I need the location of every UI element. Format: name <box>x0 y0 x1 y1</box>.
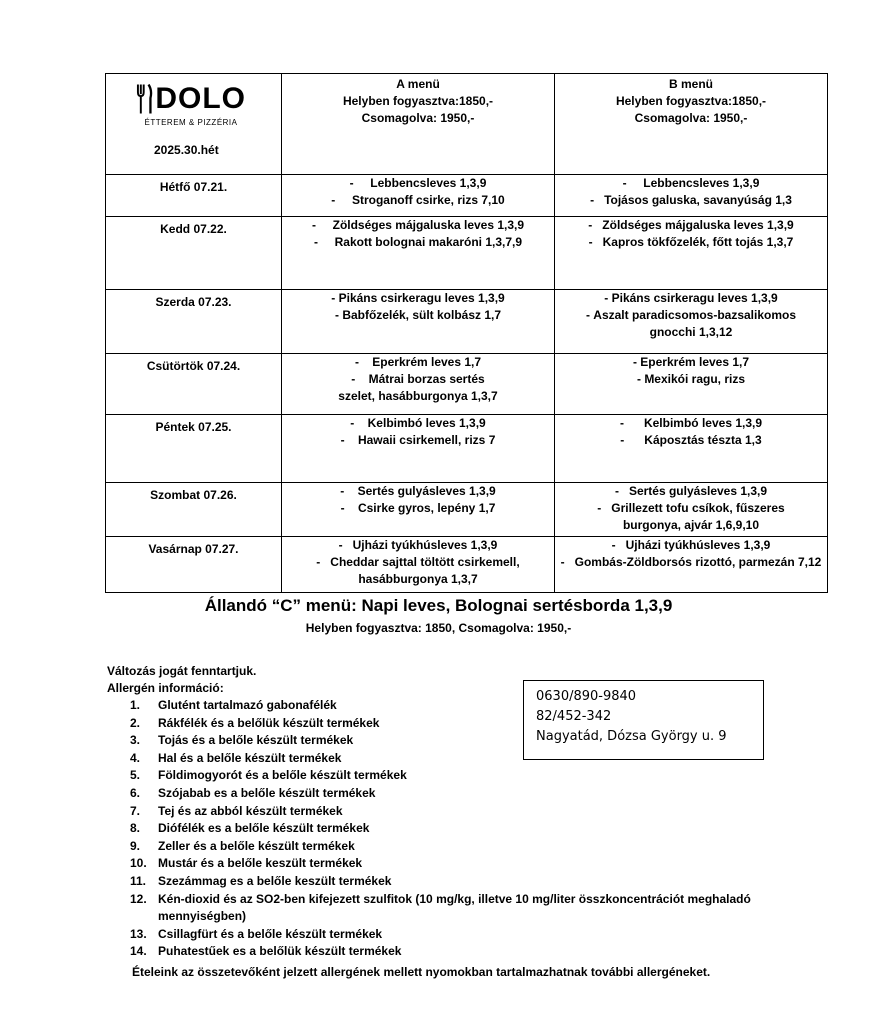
dash: - <box>619 416 644 430</box>
menu-a-cell <box>282 537 555 593</box>
menu-a-title: A menü <box>396 77 440 91</box>
dish-text: Lebbencsleves 1,3,9 <box>643 176 760 190</box>
menu-a-cell <box>282 354 555 415</box>
allergen-number: 8. <box>130 821 141 836</box>
menu-item <box>573 500 809 534</box>
menu-b-cell <box>555 290 828 354</box>
dash: - <box>597 501 612 515</box>
menu-item <box>555 371 827 388</box>
contact-address: Nagyatád, Dózsa György u. 9 <box>536 729 727 744</box>
dash: - <box>585 308 594 322</box>
list-item <box>130 873 770 891</box>
menu-item <box>555 554 827 571</box>
allergen-text: Tej és az abból készült termékek <box>158 803 343 818</box>
dish-text: Csirke gyros, lepény 1,7 <box>357 501 496 515</box>
allergen-number: 12. <box>130 891 147 906</box>
dish-text: Rakott bolognai makaróni 1,3,7,9 <box>334 235 523 249</box>
dash: - <box>313 235 335 249</box>
dish-text: Tojásos galuska, savanyúság 1,3 <box>604 193 792 207</box>
day-row <box>106 483 828 537</box>
menu-item <box>282 500 554 517</box>
allergen-text: Glutént tartalmazó gabonafélék <box>158 698 337 712</box>
day-row <box>106 537 828 593</box>
dash: - <box>350 416 368 430</box>
allergen-text: Szezámmag es a belőle keszült termékek <box>158 873 392 888</box>
allergen-number: 4. <box>130 750 141 765</box>
menu-item <box>282 483 554 500</box>
menu-item <box>555 354 827 371</box>
menu-item <box>282 290 554 307</box>
list-item <box>130 767 770 785</box>
dash: - <box>620 433 645 447</box>
dash: - <box>316 555 331 569</box>
menu-item <box>555 432 827 449</box>
weekly-menu-table <box>105 73 828 593</box>
menu-item <box>282 432 554 449</box>
dish-text: Stroganoff csirke, rizs 7,10 <box>351 193 505 207</box>
menu-item <box>298 554 538 588</box>
dash: - <box>604 291 612 305</box>
notes-block <box>107 663 256 697</box>
menu-item <box>298 537 538 554</box>
dish-text: Zöldséges májgaluska leves 1,3,9 <box>332 218 525 232</box>
allergen-text: Zeller és a belőle készült termékek <box>158 838 355 853</box>
dish-text: Kelbimbó leves 1,3,9 <box>367 416 486 430</box>
constant-menu-prices: Helyben fogyasztva: 1850, Csomagolva: 1950,- <box>305 621 572 635</box>
day-row <box>106 415 828 483</box>
menu-item <box>575 307 807 341</box>
day-label: Szombat 07.26. <box>106 483 282 537</box>
allergen-footer-note: Ételeink az összetevőként jelzett allergének mellett nyomokban tartalmazhatnak további allergéneket. <box>132 965 711 979</box>
allergen-number: 10. <box>130 856 147 871</box>
allergen-text: Hal és a belőle készült termékek <box>158 750 342 765</box>
dish-text: Aszalt paradicsomos-bazsalikomos gnocchi 1,3,12 <box>593 308 797 339</box>
allergen-text: Csillagfürt és a belőle készült termékek <box>158 926 383 941</box>
day-row <box>106 217 828 290</box>
dish-text: Babfőzelék, sült kolbász 1,7 <box>342 308 502 322</box>
dish-text: Mátrai borzas sertés szelet, hasábburgonya 1,3,7 <box>338 372 498 403</box>
list-item <box>130 838 770 856</box>
menu-a-cell <box>282 290 555 354</box>
dish-text: Kelbimbó leves 1,3,9 <box>643 416 763 430</box>
dish-text: Gombás-Zöldborsós rizottó, parmezán 7,12 <box>574 555 822 569</box>
change-notice: Változás jogát fenntartjuk. <box>107 664 257 678</box>
menu-a-cell <box>282 415 555 483</box>
constant-menu-title: Állandó “C” menü: Napi leves, Bolognai sertésborda 1,3,9 <box>204 596 673 615</box>
menu-item <box>581 234 801 251</box>
menu-item <box>573 483 809 500</box>
dash: - <box>611 538 626 552</box>
menu-item <box>282 192 554 209</box>
menu-a-cell <box>282 483 555 537</box>
dash: - <box>340 433 358 447</box>
dolo-logo <box>136 82 246 131</box>
menu-b-header <box>555 74 828 175</box>
dish-text: Sertés gulyásleves 1,3,9 <box>628 484 768 498</box>
dish-text: Sertés gulyásleves 1,3,9 <box>357 484 496 498</box>
dish-text: Ujházi tyúkhúsleves 1,3,9 <box>625 538 771 552</box>
dash: - <box>632 355 641 369</box>
menu-a-header <box>282 74 555 175</box>
menu-item <box>555 192 827 209</box>
menu-item <box>332 354 504 371</box>
dish-text: Mexikói ragu, rizs <box>644 372 746 386</box>
menu-b-cell <box>555 175 828 217</box>
dash: - <box>311 218 333 232</box>
menu-b-cell <box>555 483 828 537</box>
menu-a-cell <box>282 217 555 290</box>
menu-b-cell <box>555 217 828 290</box>
dish-text: Káposztás tészta 1,3 <box>644 433 762 447</box>
dash: - <box>560 555 575 569</box>
contact-phone-mobile: 0630/890-9840 <box>536 689 637 704</box>
dish-text: Eperkrém leves 1,7 <box>640 355 750 369</box>
allergen-text: Mustár és a belőle keszült termékek <box>158 856 363 871</box>
day-row <box>106 290 828 354</box>
contact-phone-landline: 82/452-342 <box>536 709 612 724</box>
day-label: Vasárnap 07.27. <box>106 537 282 593</box>
allergen-number: 2. <box>130 715 141 730</box>
dash: - <box>354 355 373 369</box>
list-item <box>130 943 770 961</box>
day-label: Csütörtök 07.24. <box>106 354 282 415</box>
dash: - <box>351 372 369 386</box>
dish-text: Pikáns csirkeragu leves 1,3,9 <box>611 291 778 305</box>
day-label: Péntek 07.25. <box>106 415 282 483</box>
allergen-text: Szójabab es a belőle készült termékek <box>158 785 376 800</box>
allergen-text: Puhatestűek es a belőlük készült termékek <box>158 944 402 959</box>
dish-text: Hawaii csirkemell, rizs 7 <box>357 433 496 447</box>
allergen-number: 7. <box>130 803 141 818</box>
menu-item <box>555 175 827 192</box>
dash: - <box>590 193 605 207</box>
menu-b-cell <box>555 415 828 483</box>
menu-a-price-in: Helyben fogyasztva:1850,- <box>342 94 494 108</box>
dash: - <box>331 193 352 207</box>
menu-item <box>332 371 504 405</box>
menu-item <box>282 217 554 234</box>
day-row <box>106 175 828 217</box>
allergen-number: 9. <box>130 838 141 853</box>
menu-item <box>282 415 554 432</box>
menu-b-cell <box>555 537 828 593</box>
menu-item <box>282 234 554 251</box>
allergen-text: Rákfélék és a belőlük készült termékek <box>158 715 380 730</box>
allergen-number: 11. <box>130 873 147 888</box>
dash: - <box>340 501 358 515</box>
menu-b-cell <box>555 354 828 415</box>
allergen-text: Kén-dioxid és az SO2-ben kifejezett szulfitok (10 mg/kg, illetve 10 mg/liter összkoncentrációt meghaladó mennyiségben) <box>158 891 751 924</box>
menu-item <box>282 175 554 192</box>
dish-text: Eperkrém leves 1,7 <box>372 355 482 369</box>
allergen-number: 3. <box>130 733 141 748</box>
list-item <box>130 891 770 926</box>
menu-a-cell <box>282 175 555 217</box>
list-item <box>130 820 770 838</box>
menu-item <box>575 290 807 307</box>
dish-text: Ujházi tyúkhúsleves 1,3,9 <box>352 538 498 552</box>
menu-b-title: B menü <box>668 77 713 91</box>
menu-item <box>581 217 801 234</box>
allergen-number: 6. <box>130 785 141 800</box>
dash: - <box>331 291 339 305</box>
dash: - <box>334 308 343 322</box>
logo-subtitle: ÉTTEREM & PIZZÉRIA <box>144 118 238 127</box>
dash: - <box>614 484 629 498</box>
allergen-number: 5. <box>130 768 141 783</box>
contact-box <box>523 680 764 760</box>
dash: - <box>588 235 603 249</box>
day-label: Szerda 07.23. <box>106 290 282 354</box>
menu-item <box>555 537 827 554</box>
menu-a-price-out: Csomagolva: 1950,- <box>361 111 475 125</box>
dash: - <box>622 176 644 190</box>
logo-cell <box>106 74 282 175</box>
day-row <box>106 354 828 415</box>
week-label: 2025.30.hét <box>154 143 219 157</box>
allergen-number: 1. <box>130 698 141 712</box>
allergen-text: Földimogyorót és a belőle készült termékek <box>158 768 407 783</box>
dash: - <box>338 538 353 552</box>
allergen-title: Allergén információ: <box>107 681 224 695</box>
list-item <box>130 855 770 873</box>
fork-knife-icon <box>136 82 153 116</box>
dish-text: Kapros tökfőzelék, főtt tojás 1,3,7 <box>602 235 794 249</box>
dish-text: Lebbencsleves 1,3,9 <box>370 176 487 190</box>
allergen-number: 13. <box>130 926 147 941</box>
dish-text: Zöldséges májgaluska leves 1,3,9 <box>602 218 794 232</box>
menu-item <box>555 415 827 432</box>
logo-text: DOLO <box>155 82 246 115</box>
list-item <box>130 785 770 803</box>
dash: - <box>349 176 371 190</box>
dash: - <box>340 484 358 498</box>
allergen-number: 14. <box>130 944 147 959</box>
dash: - <box>588 218 603 232</box>
allergen-text: Diófélék es a belőle készült termékek <box>158 821 370 836</box>
dish-text: Grillezett tofu csíkok, fűszeres burgonya, ajvár 1,6,9,10 <box>611 501 785 532</box>
menu-item <box>282 307 554 324</box>
dish-text: Pikáns csirkeragu leves 1,3,9 <box>338 291 505 305</box>
list-item <box>130 803 770 821</box>
menu-b-price-out: Csomagolva: 1950,- <box>634 111 748 125</box>
allergen-text: Tojás és a belőle készült termékek <box>158 733 354 748</box>
list-item <box>130 926 770 944</box>
dish-text: Cheddar sajttal töltött csirkemell, hasábburgonya 1,3,7 <box>330 555 520 586</box>
day-label: Hétfő 07.21. <box>106 175 282 217</box>
dash: - <box>636 372 645 386</box>
day-label: Kedd 07.22. <box>106 217 282 290</box>
menu-b-price-in: Helyben fogyasztva:1850,- <box>615 94 767 108</box>
